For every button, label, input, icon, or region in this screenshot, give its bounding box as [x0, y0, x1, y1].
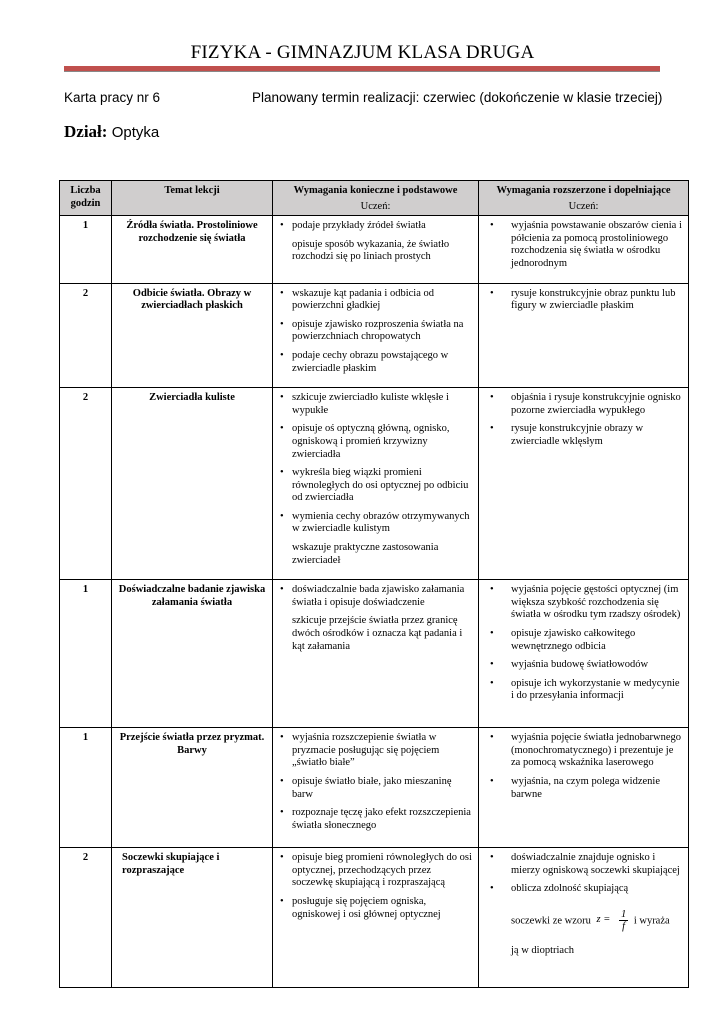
page-title: FIZYKA - GIMNAZJUM KLASA DRUGA	[190, 42, 535, 63]
row-hours: 1	[60, 580, 112, 728]
list-item: • opisuje zjawisko całkowitego wewnętrznego odbicia	[484, 628, 683, 653]
formula-after: i wyraża	[633, 915, 670, 927]
section-value: Optyka	[111, 124, 160, 141]
list-item: opisuje sposób wykazania, że światło rozchodzi się po liniach prostych	[292, 238, 450, 263]
header-basic-req	[273, 181, 479, 216]
row-basic-req	[273, 848, 479, 988]
list-item: • doświadczalnie znajduje ognisko i mierzy ogniskową soczewki skupiającej	[484, 852, 683, 877]
formula-last: ją w dioptriach	[511, 945, 574, 957]
table-header-row	[60, 181, 689, 216]
list-item: • wyjaśnia powstawanie obszarów cienia i półcienia za pomocą prostoliniowego rozchodzenia się światła w ośrodku jednorodnym	[484, 220, 683, 270]
header-topic: Temat lekcji	[112, 181, 273, 216]
formula-numerator: 1	[620, 908, 627, 920]
row-extended-req	[479, 216, 689, 283]
row-extended-req	[479, 728, 689, 848]
row-extended-req	[479, 283, 689, 388]
table-row	[60, 728, 689, 848]
header-hours	[60, 181, 112, 216]
table-row	[60, 848, 689, 988]
curriculum-table	[59, 180, 689, 988]
section-heading	[64, 122, 159, 142]
list-item: • wyjaśnia pojęcie gęstości optycznej (im większa szybkość rozchodzenia się światła w ośrodku tym rzadszy ośrodek)	[484, 584, 683, 622]
row-topic: Źródła światła. Prostoliniowe rozchodzenie się światła	[112, 216, 273, 283]
row-hours: 2	[60, 283, 112, 388]
list-item: • wyjaśnia budowę światłowodów	[484, 659, 683, 672]
formula-fraction	[619, 909, 628, 933]
header-hours-line2: godzin	[70, 197, 101, 209]
list-item: • opisuje ich wykorzystanie w medycynie i do przesyłania informacji	[484, 678, 683, 703]
table-row	[60, 580, 689, 728]
row-extended-req	[479, 388, 689, 580]
worksheet-number: Karta pracy nr 6	[64, 90, 161, 105]
list-item: • opisuje bieg promieni równoległych do osi optycznej, przechodzących przez soczewkę skupiającą i rozpraszającą	[278, 852, 473, 890]
row-basic-req	[273, 388, 479, 580]
list-item: • posługuje się pojęciem ogniska, ogniskowej i osi głównej optycznej	[278, 896, 473, 921]
row-hours: 1	[60, 216, 112, 283]
list-item: • wyjaśnia, na czym polega widzenie barwne	[484, 776, 683, 801]
row-topic: Doświadczalne badanie zjawiska załamania światła	[112, 580, 273, 728]
header-extended-sub: Uczeń:	[568, 200, 599, 212]
row-extended-req	[479, 848, 689, 988]
row-hours: 2	[60, 848, 112, 988]
row-extended-req	[479, 580, 689, 728]
row-topic: Przejście światła przez pryzmat. Barwy	[112, 728, 273, 848]
row-topic: Zwierciadła kuliste	[112, 388, 273, 580]
list-item: szkicuje przejście światła przez granicę dwóch ośrodków i oznacza kąt padania i kąt załamania	[292, 615, 463, 652]
header-extended-req	[479, 181, 689, 216]
row-topic: Odbicie światła. Obrazy w zwierciadłach płaskich	[112, 283, 273, 388]
row-basic-req	[273, 283, 479, 388]
header-hours-line1: Liczba	[70, 185, 101, 196]
header-basic-sub: Uczeń:	[360, 200, 391, 212]
list-item: • wyjaśnia pojęcie światła jednobarwnego (monochromatycznego) i prezentuje je za pomocą wskaźnika laserowego	[484, 732, 683, 770]
list-item: • opisuje światło białe, jako mieszaninę barw	[278, 776, 473, 801]
row-basic-req	[273, 580, 479, 728]
list-item: • rozpoznaje tęczę jako efekt rozszczepienia światła słonecznego	[278, 807, 473, 832]
list-item: • doświadczalnie bada zjawisko załamania światła i opisuje doświadczenie	[278, 584, 473, 609]
list-item: • opisuje zjawisko rozproszenia światła na powierzchniach chropowatych	[278, 319, 473, 344]
formula-before: soczewki ze wzoru	[511, 915, 591, 927]
header-extended-title: Wymagania rozszerzone i dopełniające	[496, 185, 671, 196]
table-row	[60, 283, 689, 388]
list-item: • podaje przykłady źródeł światła	[278, 220, 473, 233]
table-row	[60, 388, 689, 580]
list-item: • rysuje konstrukcyjnie obraz punktu lub figury w zwierciadle płaskim	[484, 288, 683, 313]
planned-date: Planowany termin realizacji: czerwiec (dokończenie w klasie trzeciej)	[252, 90, 663, 105]
list-item: • opisuje oś optyczną główną, ognisko, ogniskową i promień krzywizny zwierciadła	[278, 423, 473, 461]
section-label: Dział:	[64, 122, 108, 141]
row-basic-req	[273, 216, 479, 283]
list-item: • szkicuje zwierciadło kuliste wklęsłe i wypukłe	[278, 392, 473, 417]
list-item: • wymienia cechy obrazów otrzymywanych w zwierciadle kulistym	[278, 511, 473, 536]
list-item: • wyjaśnia rozszczepienie światła w pryzmacie posługując się pojęciem „światło białe”	[278, 732, 473, 770]
table-row	[60, 216, 689, 283]
row-basic-req	[273, 728, 479, 848]
row-topic: Soczewki skupiające i rozpraszające	[112, 848, 273, 988]
header-basic-title: Wymagania konieczne i podstawowe	[293, 185, 458, 196]
row-hours: 2	[60, 388, 112, 580]
optical-power-text: oblicza zdolność skupiającą	[511, 883, 629, 895]
list-item: • wskazuje kąt padania i odbicia od powierzchni gładkiej	[278, 288, 473, 313]
list-item	[484, 883, 683, 957]
list-item: • objaśnia i rysuje konstrukcyjnie ognisko pozorne zwierciadła wypukłego	[484, 392, 683, 417]
row-hours: 1	[60, 728, 112, 848]
list-item: • rysuje konstrukcyjnie obrazy w zwierciadle wklęsłym	[484, 423, 683, 448]
list-item: • podaje cechy obrazu powstającego w zwierciadle płaskim	[278, 350, 473, 375]
formula-denominator: f	[622, 921, 626, 933]
list-item: • wykreśla bieg wiązki promieni równoległych do osi optycznej po odbiciu od zwierciadła	[278, 467, 473, 505]
list-item: wskazuje praktyczne zastosowania zwierciadeł	[292, 542, 439, 566]
formula-lhs: z =	[596, 914, 611, 926]
title-divider	[64, 66, 660, 72]
